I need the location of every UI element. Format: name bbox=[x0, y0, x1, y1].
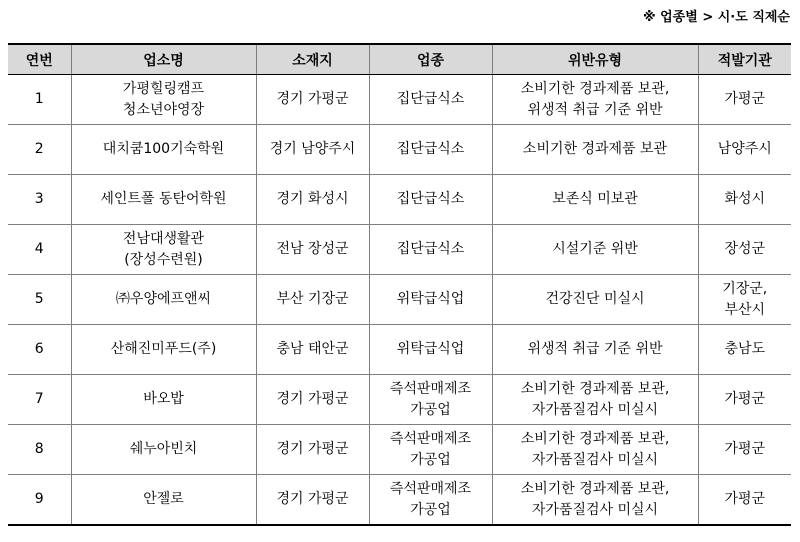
cell-business-name: 바오밥 bbox=[71, 375, 256, 425]
cell-serial-number: 7 bbox=[8, 375, 71, 425]
cell-serial-number: 9 bbox=[8, 475, 71, 526]
cell-location: 전남 장성군 bbox=[256, 225, 369, 275]
header-serial-number: 연번 bbox=[8, 44, 71, 75]
cell-business-type: 집단급식소 bbox=[369, 225, 492, 275]
header-business-name: 업소명 bbox=[71, 44, 256, 75]
cell-business-name: 전남대생활관 (장성수련원) bbox=[71, 225, 256, 275]
cell-inspecting-agency: 가평군 bbox=[698, 475, 791, 526]
cell-inspecting-agency: 화성시 bbox=[698, 175, 791, 225]
cell-serial-number: 8 bbox=[8, 425, 71, 475]
table-row bbox=[8, 225, 791, 275]
cell-business-type: 즉석판매제조 가공업 bbox=[369, 475, 492, 526]
cell-location: 경기 가평군 bbox=[256, 75, 369, 125]
cell-location: 경기 남양주시 bbox=[256, 125, 369, 175]
cell-business-type: 즉석판매제조 가공업 bbox=[369, 375, 492, 425]
table-row bbox=[8, 475, 791, 526]
cell-violation-type: 소비기한 경과제품 보관, 자가품질검사 미실시 bbox=[492, 375, 698, 425]
cell-business-type: 위탁급식업 bbox=[369, 325, 492, 375]
sort-order-note: ※ 업종별 > 시·도 직제순 bbox=[642, 10, 790, 25]
cell-serial-number: 3 bbox=[8, 175, 71, 225]
table-row bbox=[8, 125, 791, 175]
cell-violation-type: 소비기한 경과제품 보관 bbox=[492, 125, 698, 175]
cell-business-name: ㈜우양에프앤씨 bbox=[71, 275, 256, 325]
table-header-row bbox=[8, 44, 791, 75]
cell-location: 경기 가평군 bbox=[256, 375, 369, 425]
header-location: 소재지 bbox=[256, 44, 369, 75]
cell-location: 부산 기장군 bbox=[256, 275, 369, 325]
table-row bbox=[8, 175, 791, 225]
cell-business-name: 쉐누아빈치 bbox=[71, 425, 256, 475]
cell-business-name: 세인트폴 동탄어학원 bbox=[71, 175, 256, 225]
cell-serial-number: 2 bbox=[8, 125, 71, 175]
cell-business-name: 산해진미푸드(주) bbox=[71, 325, 256, 375]
cell-violation-type: 위생적 취급 기준 위반 bbox=[492, 325, 698, 375]
cell-business-name: 가평힐링캠프 청소년야영장 bbox=[71, 75, 256, 125]
header-business-type: 업종 bbox=[369, 44, 492, 75]
cell-violation-type: 소비기한 경과제품 보관, 자가품질검사 미실시 bbox=[492, 425, 698, 475]
cell-violation-type: 소비기한 경과제품 보관, 위생적 취급 기준 위반 bbox=[492, 75, 698, 125]
table-row bbox=[8, 325, 791, 375]
cell-inspecting-agency: 장성군 bbox=[698, 225, 791, 275]
cell-business-type: 즉석판매제조 가공업 bbox=[369, 425, 492, 475]
cell-serial-number: 4 bbox=[8, 225, 71, 275]
cell-violation-type: 소비기한 경과제품 보관, 자가품질검사 미실시 bbox=[492, 475, 698, 526]
table-row bbox=[8, 425, 791, 475]
table-row bbox=[8, 75, 791, 125]
cell-inspecting-agency: 충남도 bbox=[698, 325, 791, 375]
cell-inspecting-agency: 가평군 bbox=[698, 75, 791, 125]
cell-location: 경기 화성시 bbox=[256, 175, 369, 225]
cell-business-type: 위탁급식업 bbox=[369, 275, 492, 325]
table-row bbox=[8, 375, 791, 425]
cell-business-type: 집단급식소 bbox=[369, 175, 492, 225]
cell-location: 충남 태안군 bbox=[256, 325, 369, 375]
cell-serial-number: 1 bbox=[8, 75, 71, 125]
cell-business-type: 집단급식소 bbox=[369, 75, 492, 125]
cell-inspecting-agency: 가평군 bbox=[698, 425, 791, 475]
cell-inspecting-agency: 남양주시 bbox=[698, 125, 791, 175]
cell-serial-number: 6 bbox=[8, 325, 71, 375]
cell-business-name: 대치쿰100기숙학원 bbox=[71, 125, 256, 175]
cell-business-type: 집단급식소 bbox=[369, 125, 492, 175]
header-violation-type: 위반유형 bbox=[492, 44, 698, 75]
header-inspecting-agency: 적발기관 bbox=[698, 44, 791, 75]
cell-location: 경기 가평군 bbox=[256, 425, 369, 475]
violations-table bbox=[8, 43, 791, 526]
cell-violation-type: 건강진단 미실시 bbox=[492, 275, 698, 325]
cell-serial-number: 5 bbox=[8, 275, 71, 325]
cell-inspecting-agency: 가평군 bbox=[698, 375, 791, 425]
cell-violation-type: 보존식 미보관 bbox=[492, 175, 698, 225]
cell-violation-type: 시설기준 위반 bbox=[492, 225, 698, 275]
cell-business-name: 안젤로 bbox=[71, 475, 256, 526]
table-row bbox=[8, 275, 791, 325]
cell-inspecting-agency: 기장군, 부산시 bbox=[698, 275, 791, 325]
cell-location: 경기 가평군 bbox=[256, 475, 369, 526]
